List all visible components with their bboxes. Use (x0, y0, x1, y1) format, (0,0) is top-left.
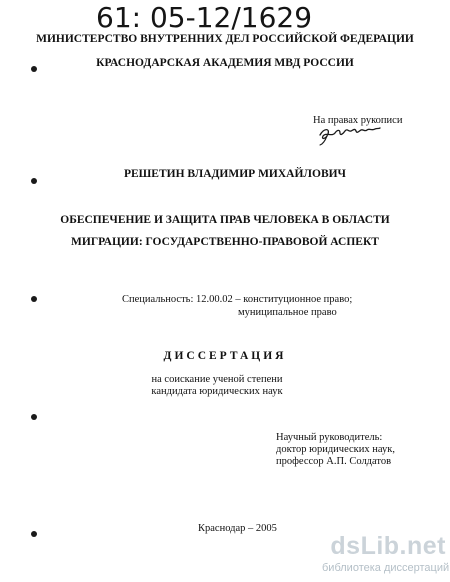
watermark-logo: dsLib.net (330, 532, 446, 560)
dissertation-title-line-2: МИГРАЦИИ: ГОСУДАРСТВЕННО-ПРАВОВОЙ АСПЕКТ (71, 236, 379, 248)
degree-line-1: на соискание ученой степени (151, 374, 283, 385)
binding-hole-icon (31, 66, 37, 72)
academy-name: КРАСНОДАРСКАЯ АКАДЕМИЯ МВД РОССИИ (96, 57, 354, 69)
handwritten-archive-number (96, 0, 346, 34)
dissertation-label: ДИССЕРТАЦИЯ (163, 350, 287, 362)
author-name: РЕШЕТИН ВЛАДИМИР МИХАЙЛОВИЧ (123, 168, 346, 180)
ministry-name: МИНИСТЕРСТВО ВНУТРЕННИХ ДЕЛ РОССИЙСКОЙ ФЕДЕРАЦИИ (36, 33, 414, 45)
handwritten-signature (318, 122, 382, 146)
binding-hole-icon (31, 296, 37, 302)
specialty-line-2: муниципальное право (238, 307, 337, 318)
advisor-heading: Научный руководитель: (276, 432, 383, 443)
watermark-subtitle: библиотека диссертаций (322, 562, 450, 574)
dslib-watermark (322, 531, 450, 577)
signature-icon (318, 122, 382, 146)
binding-hole-icon (31, 178, 37, 184)
specialty-line-1: Специальность: 12.00.02 – конституционное право; (122, 294, 353, 305)
archive-number-text: 61: 05-12/1629 (96, 1, 313, 34)
binding-hole-icon (31, 531, 37, 537)
binding-hole-icon (31, 414, 37, 420)
city-year: Краснодар – 2005 (198, 523, 277, 534)
manuscript-rights-label: На правах рукописи (313, 115, 403, 126)
advisor-degree: доктор юридических наук, (276, 444, 395, 455)
degree-line-2: кандидата юридических наук (151, 386, 283, 397)
dissertation-title-line-1: ОБЕСПЕЧЕНИЕ И ЗАЩИТА ПРАВ ЧЕЛОВЕКА В ОБЛАСТИ (60, 214, 390, 226)
advisor-name: профессор А.П. Солдатов (276, 456, 392, 467)
